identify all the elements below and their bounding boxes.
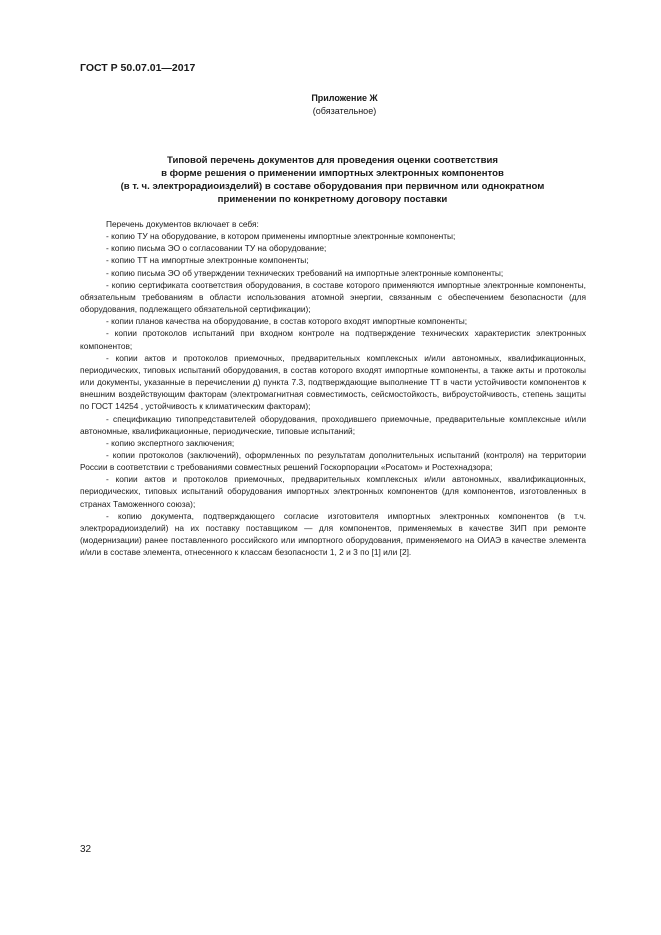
list-item: - копию письма ЭО о согласовании ТУ на оборудование; — [106, 243, 327, 254]
list-item: - копию экспертного заключения; — [106, 437, 235, 448]
list-item: - копии протоколов (заключений), оформленных по результатам дополнительных испытаний (контроля) на территории России в соответствии с требованиями совместных решений Госкорпорации «Росатом» и Ростехнадзора; — [80, 449, 586, 473]
document-body — [80, 218, 586, 558]
list-item: - копию ТТ на импортные электронные компоненты; — [106, 255, 309, 266]
title-line: (в т. ч. электрорадиоизделий) в составе оборудования при первичном или однократном — [120, 181, 545, 192]
title-line: Типовой перечень документов для проведения оценки соответствия — [167, 155, 498, 166]
list-item: - копии планов качества на оборудование, в состав которого входят импортные компоненты; — [106, 316, 468, 327]
title-line: применении по конкретному договору поставки — [217, 194, 448, 205]
list-item: - спецификацию типопредставителей оборудования, проходившего приемочные, предварительные комплексные и/или автономные, квалификационные, периодические, типовые испытаний; — [80, 413, 586, 436]
list-item: - копии актов и протоколов приемочных, предварительных комплексных и/или автономных, квалификационных, периодических, типовых испытаний оборудования импортных электронных компонентов (для компонентов, изготовленных в странах Таможенного союза); — [80, 474, 586, 509]
appendix-title: Приложение Ж — [311, 93, 378, 103]
intro-paragraph: Перечень документов включает в себя: — [106, 219, 259, 229]
section-title — [80, 154, 585, 206]
document-header: ГОСТ Р 50.07.01—2017 — [80, 62, 196, 74]
list-item: - копию документа, подтверждающего согласие изготовителя импортных электронных компонентов (в т.ч. электрорадиоизделий) на их поставку поставщиком — для компонентов, применяемых в качестве ЗИП при ремонте (модернизации) ранее поставленного российского или импортного оборудования, применяемого на ОИАЭ в качестве элемента и/или в составе элемента, отнесенного к классам безопасности 1, 2 и 3 по [1] или [2]. — [80, 510, 586, 558]
title-line: в форме решения о применении импортных электронных компонентов — [161, 168, 504, 179]
list-item: - копии протоколов испытаний при входном контроле на подтверждение технических характеристик электронных компонентов; — [80, 328, 586, 351]
list-item: - копии актов и протоколов приемочных, предварительных комплексных и/или автономных, квалификационных, периодических, типовых испытаний оборудования, в состав которого входят импортные компоненты, а также акты и протоколы или документы, указанные в перечислении д) пункта 7.3, подтверждающие выполнение ТТ в части устойчивости компонентов к внешним воздействующим факторам (электромагнитная совместимость, сейсмостойкость, виброустойчивость, степень защиты по ГОСТ 14254 , устойчивость к климатическим факторам); — [80, 352, 586, 412]
appendix-heading — [0, 92, 661, 118]
appendix-status: (обязательное) — [312, 106, 377, 116]
page-number: 32 — [80, 844, 92, 855]
list-item: - копию сертификата соответствия оборудования, в составе которого применяются импортные электронные компоненты, обязательным требованиям в области использования атомной энергии, связанным с обеспечением безопасности (для оборудования, подлежащего обязательной сертификации); — [80, 279, 586, 315]
list-item: - копию ТУ на оборудование, в котором применены импортные электронные компоненты; — [106, 231, 456, 242]
list-item: - копию письма ЭО об утверждении технических требований на импортные электронные компоненты; — [106, 267, 504, 278]
